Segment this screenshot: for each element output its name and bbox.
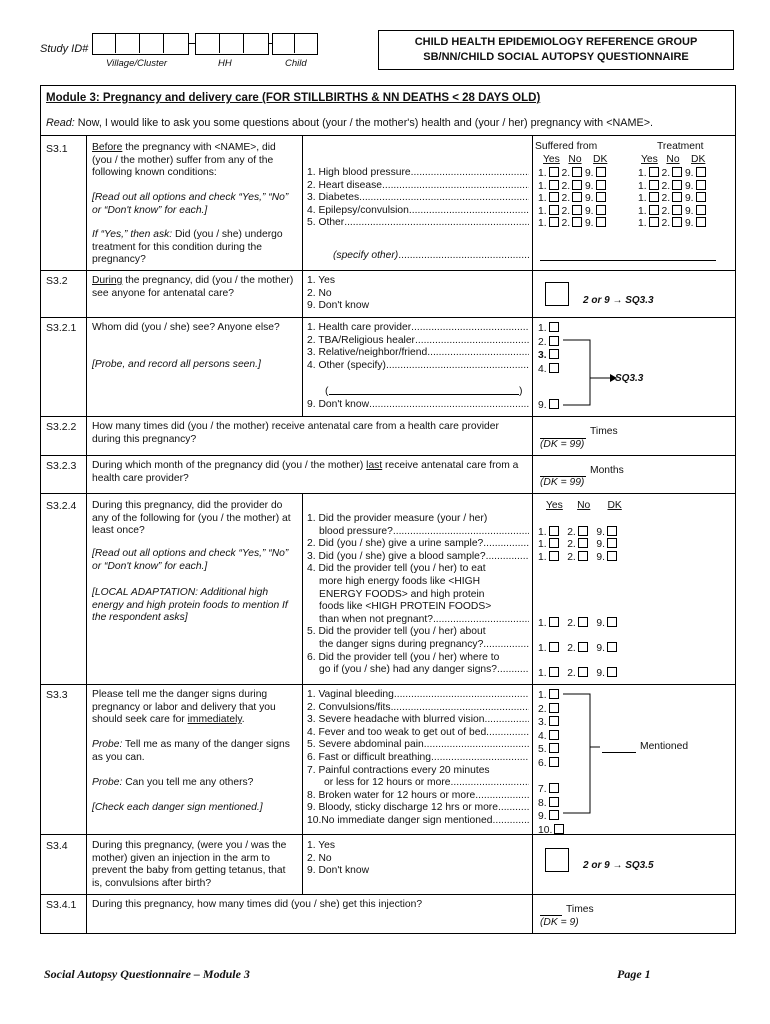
yn-headers-suffered: Yes No DK [543, 154, 608, 165]
unit-label: Mentioned [640, 741, 689, 752]
code-checkbox: 9. [538, 810, 564, 824]
option: 9. Don't know [307, 300, 370, 312]
checkbox [696, 167, 706, 177]
unit-label: Months [590, 465, 624, 476]
option-line: 3. Did (you / she) give a blood sample? ..... [307, 551, 529, 564]
question-id: S3.4.1 [46, 899, 77, 911]
code-checkbox: 8. [538, 797, 564, 811]
options-list [307, 275, 529, 313]
read-instruction: Read: Now, I would like to ask you some questions about (your / the mother's) health and (your / her) pregnancy with <NAME>. [46, 117, 653, 129]
treatment-checkboxes[interactable]: 1. 2. 9. [638, 205, 706, 219]
options-list [307, 167, 529, 230]
yn-headers: Yes No DK [546, 500, 622, 511]
option: 4. Epilepsy/convulsion ..... [307, 205, 529, 218]
question-id: S3.2.3 [46, 460, 77, 472]
checkbox [672, 180, 682, 190]
study-id-label: Study ID# [40, 43, 89, 55]
code-checkbox: 7. [538, 783, 564, 797]
dk-code: (DK = 99) [540, 477, 585, 488]
treatment-checkboxes[interactable]: 1. 2. 9. [638, 167, 706, 181]
option-line: 2. Did (you / she) give a urine sample? ..... [307, 538, 529, 551]
header-title-box [378, 30, 734, 70]
option-line: foods like <HIGH PROTEIN FOODS> [319, 601, 492, 613]
question-instruction: [Check each danger sign mentioned.] [92, 802, 263, 813]
option: 2. Heart disease ..... [307, 180, 529, 193]
checkbox [596, 180, 606, 190]
option-line: 6. Fast or difficult breathing ..... [307, 752, 529, 765]
code-dk[interactable]: 9. [538, 399, 559, 413]
question-text: During this pregnancy, how many times did (you / she) get this injection? [92, 899, 423, 910]
code-checkbox: 5. [538, 743, 564, 757]
checkbox [696, 217, 706, 227]
question-text: During the pregnancy, did (you / the mother) see anyone for antenatal care? [92, 275, 294, 299]
checkbox [672, 192, 682, 202]
question-id: S3.1 [46, 143, 68, 155]
option-line: 5. Severe abdominal pain ..... [307, 739, 529, 752]
option-line: more high energy foods like <HIGH [319, 575, 481, 587]
yn-checkboxes[interactable]: 1. 2. 9. [538, 538, 617, 552]
code-checkbox: 2. [538, 703, 564, 717]
header-title-line1: CHILD HEALTH EPIDEMIOLOGY REFERENCE GROUP [414, 36, 698, 48]
probe-text-2: Probe: Can you tell me any others? [92, 777, 254, 788]
code-checkbox: 4. [538, 730, 564, 744]
checkbox [696, 192, 706, 202]
option-line: than when not pregnant? ..... [307, 614, 529, 627]
option-line: 1. Vaginal bleeding ..... [307, 689, 529, 702]
checkbox [549, 167, 559, 177]
options-list [307, 840, 529, 878]
specify-answer-line[interactable] [540, 260, 716, 261]
page-number: Page 1 [617, 967, 651, 981]
option-line: 9. Bloody, sticky discharge 12 hrs or more ..... [307, 802, 529, 815]
checkbox [572, 192, 582, 202]
local-adaptation-note: [LOCAL ADAPTATION: Additional high energy and high protein foods to mention If the respondent asks] [92, 587, 288, 624]
checkbox [596, 167, 606, 177]
options-list [307, 322, 529, 372]
option-line: 10.No immediate danger sign mentioned ..... [307, 815, 529, 828]
checkbox [596, 217, 606, 227]
option-line: go if (you / she) had any danger signs? ..... [307, 664, 529, 677]
question-id: S3.2.4 [46, 500, 77, 512]
yn-checkboxes[interactable]: 1. 2. 9. [538, 617, 617, 631]
skip-arrow-icon [560, 335, 620, 410]
other-specify-line[interactable] [329, 394, 519, 395]
skip-instruction: SQ3.3 [615, 373, 644, 384]
suffered-checkboxes[interactable]: 1. 2. 9. [538, 217, 606, 231]
option: 3. Relative/neighbor/friend ..... [307, 347, 529, 360]
mentioned-count-line[interactable] [602, 752, 636, 753]
question-text: Before the pregnancy with <NAME>, did (you / the mother) suffer from any of the following known conditions: [92, 142, 276, 179]
option: 1. High blood pressure ..... [307, 167, 529, 180]
question-text: How many times did (you / the mother) receive antenatal care from a health care provider during this pregnancy? [92, 421, 499, 445]
question-text: Whom did (you / she) see? Anyone else? [92, 322, 280, 333]
question-text: During which month of the pregnancy did (you / the mother) last receive antenatal care from a health care provider? [92, 460, 519, 484]
option: 9. Don't know [307, 865, 370, 877]
suffered-checkboxes[interactable]: 1. 2. 9. [538, 180, 606, 194]
option-line: 8. Broken water for 12 hours or more ..... [307, 790, 529, 803]
checkbox [672, 217, 682, 227]
option-line: 2. Convulsions/fits ..... [307, 702, 529, 715]
skip-instruction: 2 or 9 → SQ3.5 [583, 860, 654, 871]
checkbox [696, 205, 706, 215]
checkbox [549, 192, 559, 202]
question-id: S3.2 [46, 275, 68, 287]
question-text: During this pregnancy, (were you / was the mother) given an injection in the arm to prevent the baby from getting tetanus, that is, convulsions after birth? [92, 840, 287, 889]
question-id: S3.2.1 [46, 322, 77, 334]
code-checkbox: 1. [538, 689, 564, 703]
code-checkbox: 6. [538, 757, 564, 771]
times-input-line[interactable] [540, 915, 562, 916]
id-label-hh: HH [218, 58, 232, 69]
probe-text: Probe: Tell me as many of the danger signs as you can. [92, 739, 290, 763]
question-id: S3.2.2 [46, 421, 77, 433]
treatment-checkboxes[interactable]: 1. 2. 9. [638, 180, 706, 194]
option-line: 4. Did the provider tell (you / her) to eat [307, 563, 486, 575]
checkbox [572, 180, 582, 190]
checkbox [696, 180, 706, 190]
answer-box[interactable] [545, 282, 569, 306]
option: 1. Yes [307, 840, 336, 851]
skip-instruction: 2 or 9 → SQ3.3 [583, 295, 654, 306]
option: 1. Yes [307, 275, 336, 286]
suffered-checkboxes[interactable]: 1. 2. 9. [538, 192, 606, 206]
unit-label: Times [590, 426, 618, 437]
col-suffered-title: Suffered from [535, 141, 598, 152]
suffered-checkboxes[interactable]: 1. 2. 9. [538, 167, 606, 181]
checkbox [649, 180, 659, 190]
header-title-line2: SB/NN/CHILD SOCIAL AUTOPSY QUESTIONNAIRE [423, 51, 689, 63]
checkbox [672, 167, 682, 177]
option-line: or less for 12 hours or more ..... [307, 777, 529, 790]
dk-code: (DK = 9) [540, 917, 579, 928]
question-instruction: [Read out all options and check “Yes,” “No” or “Don't know” for each.] [92, 548, 289, 572]
checkbox [649, 192, 659, 202]
option-line: 7. Painful contractions every 20 minutes [307, 764, 490, 776]
option: 3. Diabetes ..... [307, 192, 529, 205]
code-checkbox: 3. [538, 716, 564, 730]
option-line: 1. Did the provider measure (your / her) [307, 513, 488, 524]
id-label-child: Child [285, 58, 307, 69]
question-id: S3.4 [46, 840, 68, 852]
question-followup: If “Yes,” then ask: Did (you / she) undergo treatment for this condition during the pregnancy? [92, 229, 283, 266]
option: 4. Other (specify) ..... [307, 360, 529, 373]
option: 1. Health care provider ..... [307, 322, 529, 335]
id-label-village: Village/Cluster [106, 58, 168, 69]
option: 2. No [307, 287, 332, 299]
unit-label: Times [566, 904, 594, 915]
specify-other-line[interactable]: (specify other) ..... [333, 250, 529, 263]
option: 2. No [307, 852, 332, 864]
treatment-checkboxes[interactable]: 1. 2. 9. [638, 192, 706, 206]
question-text: During this pregnancy, did the provider do any of the following for (you / the mother) at least once? [92, 500, 291, 537]
question-id: S3.3 [46, 689, 68, 701]
col-treatment-title: Treatment [657, 141, 704, 152]
code-list[interactable]: 1. 2. 3. 4. [538, 322, 559, 376]
checkbox [572, 167, 582, 177]
bracket-icon [560, 692, 622, 822]
option: 2. TBA/Religious healer ..... [307, 335, 529, 348]
dk-code: (DK = 99) [540, 439, 585, 450]
checkbox [649, 167, 659, 177]
yn-checkboxes[interactable]: 1. 2. 9. [538, 551, 617, 565]
option-line: the danger signs during pregnancy? ..... [307, 639, 529, 652]
suffered-checkboxes[interactable]: 1. 2. 9. [538, 205, 606, 219]
question-text: Please tell me the danger signs during pregnancy or labor and delivery that you should seek care for immediately. [92, 689, 276, 726]
question-instruction: [Probe, and record all persons seen.] [92, 359, 261, 370]
option-dk: 9. Don't know ..... [307, 399, 529, 412]
checkbox [549, 217, 559, 227]
checkbox [672, 205, 682, 215]
yn-headers-treatment: Yes No DK [641, 154, 706, 165]
yn-checkboxes[interactable]: 1. 2. 9. [538, 642, 617, 656]
checkbox [572, 217, 582, 227]
option-line: blood pressure? ..... [307, 526, 529, 539]
footer-title: Social Autopsy Questionnaire – Module 3 [44, 967, 250, 981]
yn-checkboxes[interactable]: 1. 2. 9. [538, 667, 617, 681]
option-line: 4. Fever and too weak to get out of bed ..... [307, 727, 529, 740]
checkbox [596, 192, 606, 202]
code-checkbox: 10. [538, 824, 564, 838]
treatment-checkboxes[interactable]: 1. 2. 9. [638, 217, 706, 231]
option-line: 3. Severe headache with blurred vision ..... [307, 714, 529, 727]
options-list [307, 689, 529, 828]
question-instruction: [Read out all options and check “Yes,” “No” or “Don't know” for each.] [92, 192, 289, 216]
options-list [307, 513, 529, 677]
option-line: ENERGY FOODS> and high protein [319, 588, 485, 600]
module-title: Module 3: Pregnancy and delivery care (FOR STILLBIRTHS & NN DEATHS < 28 DAYS OLD) [46, 92, 541, 104]
option-line: 6. Did the provider tell (you / her) where to [307, 651, 500, 663]
checkbox [572, 205, 582, 215]
yn-checkboxes[interactable]: 1. 2. 9. [538, 526, 617, 540]
answer-box[interactable] [545, 848, 569, 872]
checkbox [649, 217, 659, 227]
option: 5. Other ..... [307, 217, 529, 230]
checkbox [596, 205, 606, 215]
checkbox [549, 205, 559, 215]
checkbox [549, 180, 559, 190]
checkbox [649, 205, 659, 215]
option-line: 5. Did the provider tell (you / her) about [307, 626, 486, 638]
